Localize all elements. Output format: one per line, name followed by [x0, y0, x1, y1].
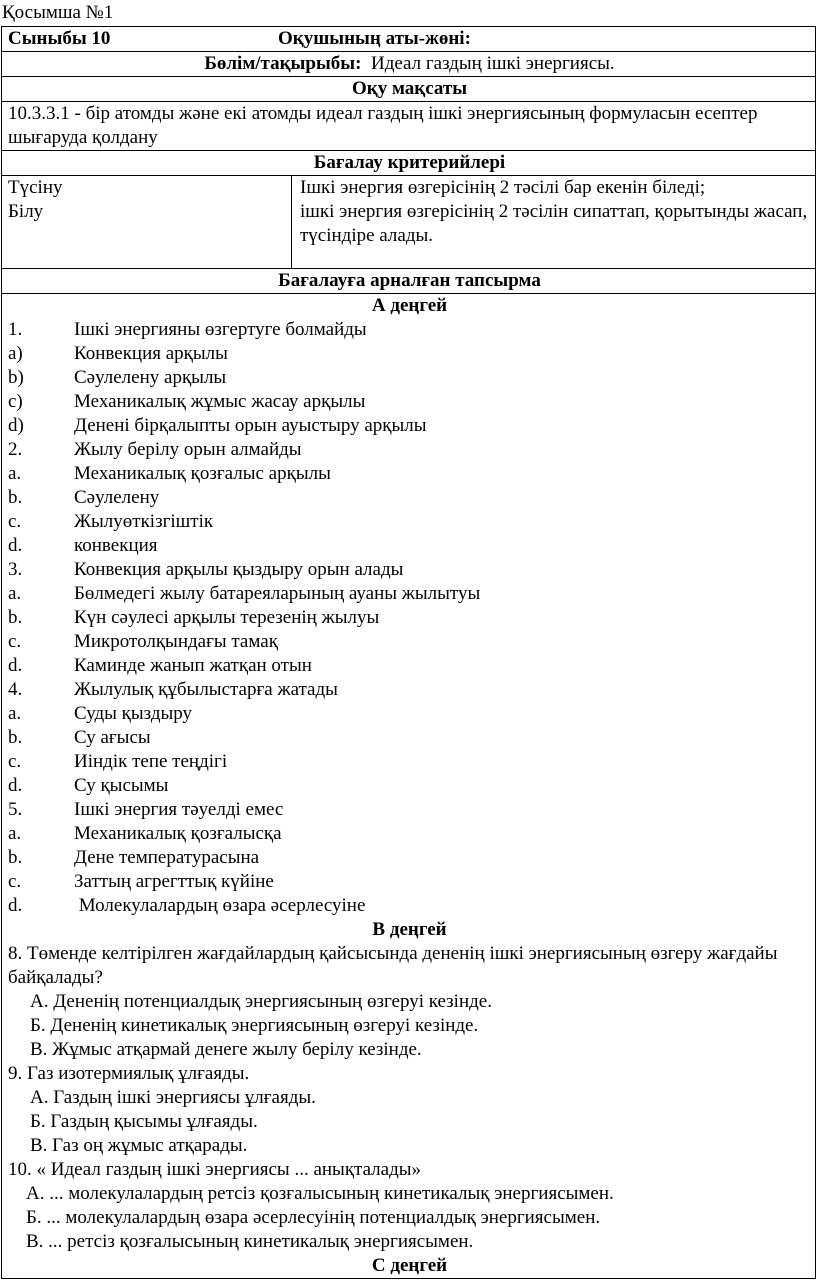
level-a-item-number: d.	[8, 775, 23, 796]
level-a-item-number: b.	[8, 607, 23, 628]
level-a-item-text: Суды қыздыру	[74, 703, 193, 724]
level-a-item-number: 5.	[8, 799, 23, 820]
level-a-item	[8, 750, 811, 774]
criteria-row	[2, 176, 816, 269]
q10-option-b: Б. ... молекулалардың өзара әсерлесуінің потенциалдық энергиясымен.	[26, 1207, 601, 1228]
level-a-item-text: Ішкі энергия тәуелді емес	[74, 799, 284, 820]
tasks-title: Бағалауға арналған тапсырма	[2, 269, 816, 294]
question-8: 8. Төменде келтірілген жағдайлардың қайсысында дененің ішкі энергиясының өзгеру жағдайы байқалады?	[8, 943, 778, 988]
level-a-item	[8, 318, 811, 342]
level-a-list	[8, 318, 811, 918]
level-a-item-number: b.	[8, 847, 23, 868]
q8-option-c: В. Жұмыс атқармай денеге жылу берілу кезінде.	[30, 1039, 422, 1060]
assessment-table	[1, 26, 816, 1279]
level-a-item	[8, 654, 811, 678]
student-name-label: Оқушының аты-жөні:	[278, 28, 471, 49]
level-a-item-number: d.	[8, 895, 23, 916]
level-a-item	[8, 606, 811, 630]
q8-option-b: Б. Дененің кинетикалық энергиясының өзгеруі кезінде.	[30, 1015, 479, 1036]
level-a-item	[8, 822, 811, 846]
header-cell	[2, 27, 816, 52]
level-a-item	[8, 342, 811, 366]
level-a-item-number: b.	[8, 487, 23, 508]
level-a-item-number: a)	[8, 343, 23, 364]
level-a-item	[8, 510, 811, 534]
tasks-cell	[2, 294, 816, 1279]
level-a-item-text: Су қысымы	[74, 775, 169, 796]
level-a-item	[8, 846, 811, 870]
level-a-item-number: b)	[8, 367, 24, 388]
tasks-title-row	[2, 269, 816, 294]
level-a-item	[8, 798, 811, 822]
criteria-title-row	[2, 151, 816, 176]
level-a-title: А деңгей	[371, 295, 448, 316]
level-a-item-text: Конвекция арқылы қыздыру орын алады	[74, 559, 404, 580]
level-a-item-number: c.	[8, 751, 22, 772]
level-a-item-text: Каминде жанып жатқан отын	[74, 655, 312, 676]
level-a-item	[8, 534, 811, 558]
section-label: Бөлім/тақырыбы:	[204, 53, 362, 74]
level-b-title: В деңгей	[372, 919, 447, 940]
level-a-item	[8, 630, 811, 654]
level-a-item-number: c.	[8, 871, 22, 892]
objective-title-row	[2, 77, 816, 102]
question-10: 10. « Идеал газдың ішкі энергиясы ... анықталады»	[8, 1159, 422, 1180]
q9-option-a: А. Газдың ішкі энергиясы ұлғаяды.	[30, 1087, 316, 1108]
level-a-item-text: Механикалық қозғалысқа	[74, 823, 282, 844]
level-a-item-text: Микротолқындағы тамақ	[74, 631, 278, 652]
level-a-item-text: Күн сәулесі арқылы терезенің жылуы	[74, 607, 380, 628]
level-a-item-number: 3.	[8, 559, 23, 580]
level-a-item-number: a.	[8, 583, 22, 604]
level-a-item-text: Жылулық құбылыстарға жатады	[74, 679, 338, 700]
level-a-item-text: Иіндік тепе теңдігі	[74, 751, 228, 772]
level-a-item-number: 2.	[8, 439, 23, 460]
criteria-level-understand: Түсіну	[8, 177, 63, 198]
tasks-row	[2, 294, 816, 1279]
level-a-item-number: d)	[8, 415, 24, 436]
level-a-item	[8, 702, 811, 726]
level-a-item-text: Сәулелену арқылы	[74, 367, 227, 388]
level-a-item-text: Ішкі энергияны өзгертуге болмайды	[74, 319, 367, 340]
level-a-item-number: a.	[8, 703, 22, 724]
q8-option-a: А. Дененің потенциалдық энергиясының өзгеруі кезінде.	[30, 991, 492, 1012]
criteria-title: Бағалау критерийлері	[2, 151, 816, 176]
level-c-title: С деңгей	[371, 1255, 448, 1276]
level-a-item	[8, 894, 811, 918]
level-a-item	[8, 486, 811, 510]
level-a-item-number: c)	[8, 391, 23, 412]
level-a-item-text: Жылу берілу орын алмайды	[74, 439, 302, 460]
level-a-item	[8, 870, 811, 894]
level-a-item	[8, 462, 811, 486]
section-value: Идеал газдың ішкі энергиясы.	[370, 53, 615, 74]
level-a-item	[8, 414, 811, 438]
level-a-item-number: b.	[8, 727, 23, 748]
level-a-item	[8, 678, 811, 702]
level-a-item-text: Сәулелену	[74, 487, 160, 508]
header-row	[2, 27, 816, 52]
level-a-item-number: 1.	[8, 319, 23, 340]
level-a-item	[8, 582, 811, 606]
criteria-descriptor: Ішкі энергия өзгерісінің 2 тәсілі бар екенін біледі;	[300, 177, 706, 198]
objective-text-row	[2, 102, 816, 151]
level-a-item-text: Механикалық қозғалыс арқылы	[74, 463, 331, 484]
criteria-descriptor: ішкі энергия өзгерісінің 2 тәсілін сипаттап, қорытынды жасап, түсіндіре алады.	[300, 201, 808, 246]
level-a-item-text: Молекулалардың өзара әсерлесуіне	[74, 895, 366, 916]
q10-option-a: А. ... молекулалардың ретсіз қозғалысының кинетикалық энергиясымен.	[26, 1183, 614, 1204]
level-a-item	[8, 390, 811, 414]
question-9: 9. Газ изотермиялық ұлғаяды.	[8, 1063, 250, 1084]
level-a-item	[8, 726, 811, 750]
objective-text: 10.3.3.1 - бір атомды және екі атомды идеал газдың ішкі энергиясының формуласын есептер шығаруда қолдану	[2, 102, 816, 151]
objective-title: Оқу мақсаты	[2, 77, 816, 102]
level-a-item-number: d.	[8, 655, 23, 676]
level-a-item-text: конвекция	[74, 535, 158, 556]
level-a-item-text: Денені бірқалыпты орын ауыстыру арқылы	[74, 415, 427, 436]
level-a-item	[8, 558, 811, 582]
level-a-item	[8, 774, 811, 798]
level-a-item-number: d.	[8, 535, 23, 556]
level-a-item-text: Механикалық жұмыс жасау арқылы	[74, 391, 366, 412]
level-a-item	[8, 366, 811, 390]
level-a-item-text: Жылуөткізгіштік	[74, 511, 214, 532]
level-a-item-number: c.	[8, 511, 22, 532]
level-a-item-number: a.	[8, 823, 22, 844]
level-a-item-number: a.	[8, 463, 22, 484]
q9-option-b: Б. Газдың қысымы ұлғаяды.	[30, 1111, 258, 1132]
level-a-item-number: c.	[8, 631, 22, 652]
grade-label: Сыныбы 10	[8, 28, 111, 49]
appendix-label: Қосымша №1	[2, 2, 114, 23]
q10-option-c: В. ... ретсіз қозғалысының кинетикалық энергиясымен.	[26, 1231, 474, 1252]
criteria-level-know: Білу	[8, 201, 44, 222]
level-a-item-text: Заттың агрегттық күйіне	[74, 871, 274, 892]
level-a-item-text: Дене температурасына	[74, 847, 260, 868]
level-a-item	[8, 438, 811, 462]
level-a-item-text: Конвекция арқылы	[74, 343, 228, 364]
section-row	[2, 52, 816, 77]
level-a-item-text: Су ағысы	[74, 727, 151, 748]
q9-option-c: В. Газ оң жұмыс атқарады.	[30, 1135, 248, 1156]
criteria-levels-cell	[2, 176, 292, 269]
section-cell	[2, 52, 816, 77]
level-a-item-number: 4.	[8, 679, 23, 700]
level-a-item-text: Бөлмедегі жылу батареяларының ауаны жылытуы	[74, 583, 481, 604]
criteria-descriptors-cell	[292, 176, 816, 269]
